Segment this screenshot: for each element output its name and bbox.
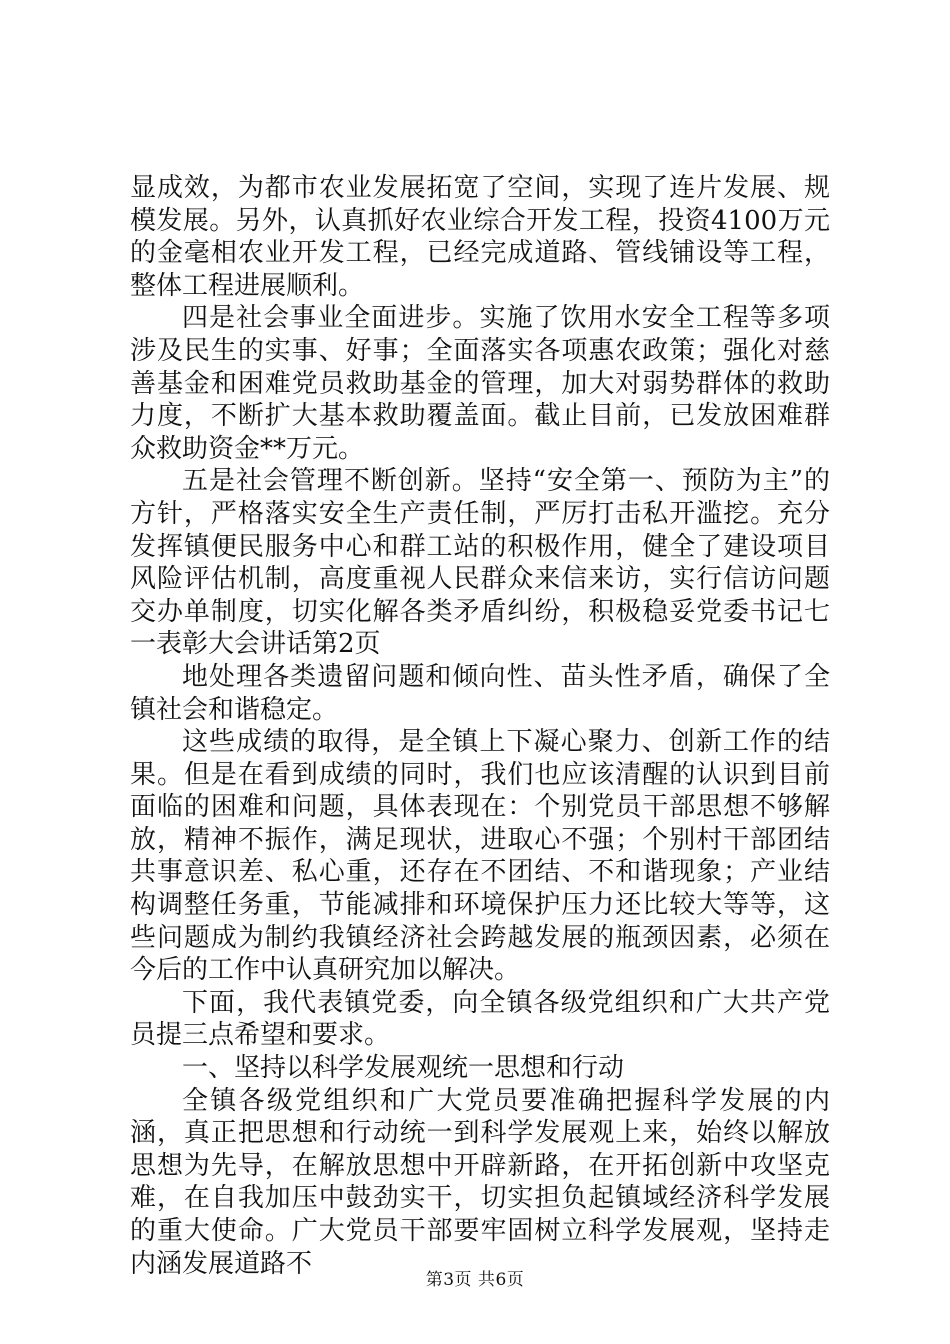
paragraph-social-undertakings: 四是社会事业全面进步。实施了饮用水安全工程等多项涉及民生的实事、好事；全面落实各项惠农政策；强化对慈善基金和困难党员救助基金的管理，加大对弱势群体的救助力度，不断扩大基本救助覆盖面。截止目前，已发放困难群众救助资金**万元。 [130, 303, 830, 464]
paragraph-continued: 显成效，为都市农业发展拓宽了空间，实现了连片发展、规模发展。另外，认真抓好农业综合开发工程，投资4100万元的金毫相农业开发工程，已经完成道路、管线铺设等工程，整体工程进展顺利。 [130, 173, 830, 301]
paragraph-three-requirements: 下面，我代表镇党委，向全镇各级党组织和广大共产党员提三点希望和要求。 [130, 987, 830, 1051]
section-heading-one: 一、坚持以科学发展观统一思想和行动 [182, 1053, 625, 1084]
paragraph-social-management: 五是社会管理不断创新。坚持“安全第一、预防为主”的方针，严格落实安全生产责任制，严厉打击私开滥挖。充分发挥镇便民服务中心和群工站的积极作用，健全了建设项目风险评估机制，高度重视人民群众来信来访，实行信访问题交办单制度，切实化解各类矛盾纠纷，积极稳妥党委书记七一表彰大会讲话第2页 [130, 466, 830, 660]
paragraph-achievements-problems: 这些成绩的取得，是全镇上下凝心聚力、创新工作的结果。但是在看到成绩的同时，我们也应该清醒的认识到目前面临的困难和问题，具体表现在：个别党员干部思想不够解放，精神不振作，满足现状，进取心不强；个别村干部团结共事意识差、私心重，还存在不团结、不和谐现象；产业结构调整任务重，节能减排和环境保护压力还比较大等等，这些问题成为制约我镇经济社会跨越发展的瓶颈因素，必须在今后的工作中认真研究加以解决。 [130, 727, 830, 986]
document-body [130, 172, 830, 1280]
page-footer: 第3页 共6页 [425, 1270, 525, 1290]
paragraph-scientific-development: 全镇各级党组织和广大党员要准确把握科学发展的内涵，真正把思想和行动统一到科学发展观上来，始终以解放思想为先导，在解放思想中开辟新路，在开拓创新中攻坚克难，在自我加压中鼓劲实干，切实担负起镇域经济科学发展的重大使命。广大党员干部要牢固树立科学发展观，坚持走内涵发展道路不 [130, 1085, 830, 1279]
paragraph-social-harmony: 地处理各类遗留问题和倾向性、苗头性矛盾，确保了全镇社会和谐稳定。 [130, 661, 830, 725]
